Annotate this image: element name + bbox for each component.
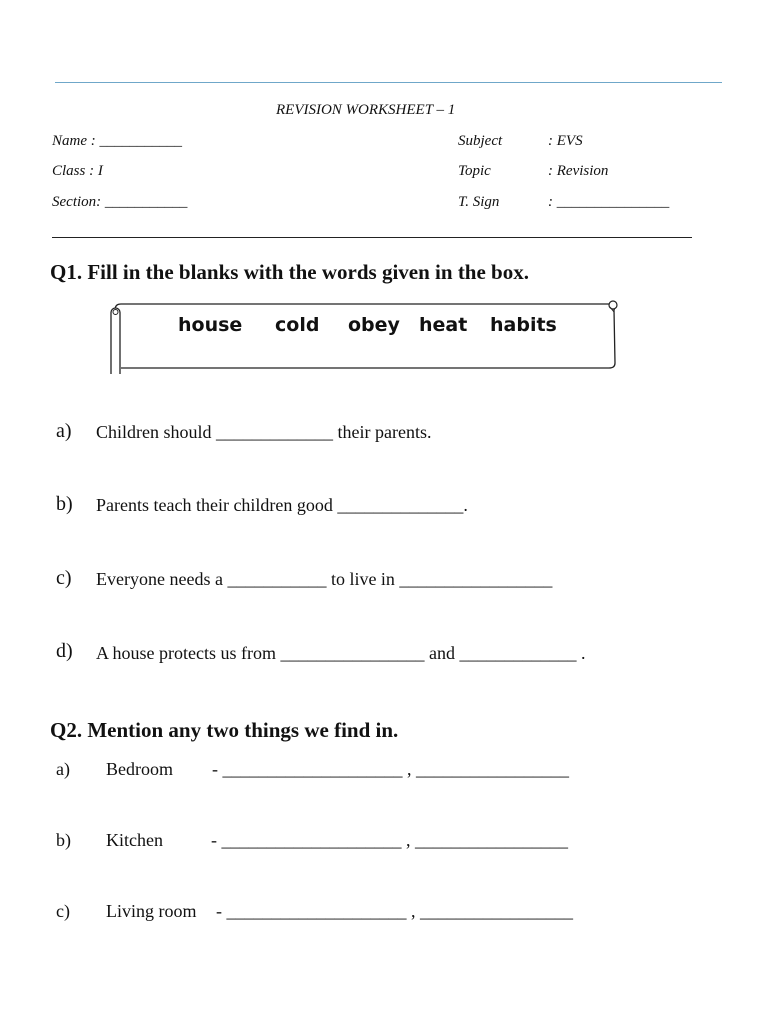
q2-item-blanks: - ____________________ , _________________ bbox=[216, 901, 573, 921]
q1-item-letter: a) bbox=[56, 420, 72, 442]
q2-item-room: Bedroom bbox=[106, 759, 173, 779]
word-habits: habits bbox=[490, 314, 557, 336]
q1-item-text: Children should _____________ their parents. bbox=[96, 422, 432, 442]
subject-value: : EVS bbox=[548, 133, 583, 149]
name-field: Name : ___________ bbox=[52, 133, 182, 149]
subject-label: Subject bbox=[458, 133, 503, 149]
q2-item-room: Living room bbox=[106, 901, 197, 921]
word-house: house bbox=[178, 314, 243, 336]
word-box-scroll bbox=[110, 300, 618, 374]
q1-item-text: Parents teach their children good ______________. bbox=[96, 495, 468, 515]
class-field: Class : I bbox=[52, 163, 103, 179]
header-divider bbox=[52, 237, 692, 238]
q1-item-letter: b) bbox=[56, 493, 73, 515]
q1-item-letter: d) bbox=[56, 640, 73, 662]
word-obey: obey bbox=[348, 314, 400, 336]
q1-item-text: Everyone needs a ___________ to live in _________________ bbox=[96, 569, 553, 589]
q1-item-letter: c) bbox=[56, 567, 72, 589]
tsign-value: : _______________ bbox=[548, 194, 670, 210]
word-cold: cold bbox=[275, 314, 320, 336]
q2-title: Q2. Mention any two things we find in. bbox=[50, 718, 399, 742]
q2-item-blanks: - ____________________ , _________________ bbox=[212, 759, 569, 779]
topic-value: : Revision bbox=[548, 163, 609, 179]
top-rule bbox=[55, 82, 722, 83]
worksheet-title: REVISION WORKSHEET – 1 bbox=[276, 102, 456, 118]
word-heat: heat bbox=[419, 314, 468, 336]
topic-label: Topic bbox=[458, 163, 491, 179]
tsign-label: T. Sign bbox=[458, 194, 500, 210]
q2-item-room: Kitchen bbox=[106, 830, 163, 850]
q2-item-letter: a) bbox=[56, 759, 70, 779]
section-field: Section: ___________ bbox=[52, 194, 188, 210]
q1-title: Q1. Fill in the blanks with the words given in the box. bbox=[50, 260, 529, 284]
q2-item-blanks: - ____________________ , _________________ bbox=[211, 830, 568, 850]
q2-item-letter: b) bbox=[56, 830, 71, 850]
q1-item-text: A house protects us from ________________ and _____________ . bbox=[96, 643, 586, 663]
q2-item-letter: c) bbox=[56, 901, 70, 921]
